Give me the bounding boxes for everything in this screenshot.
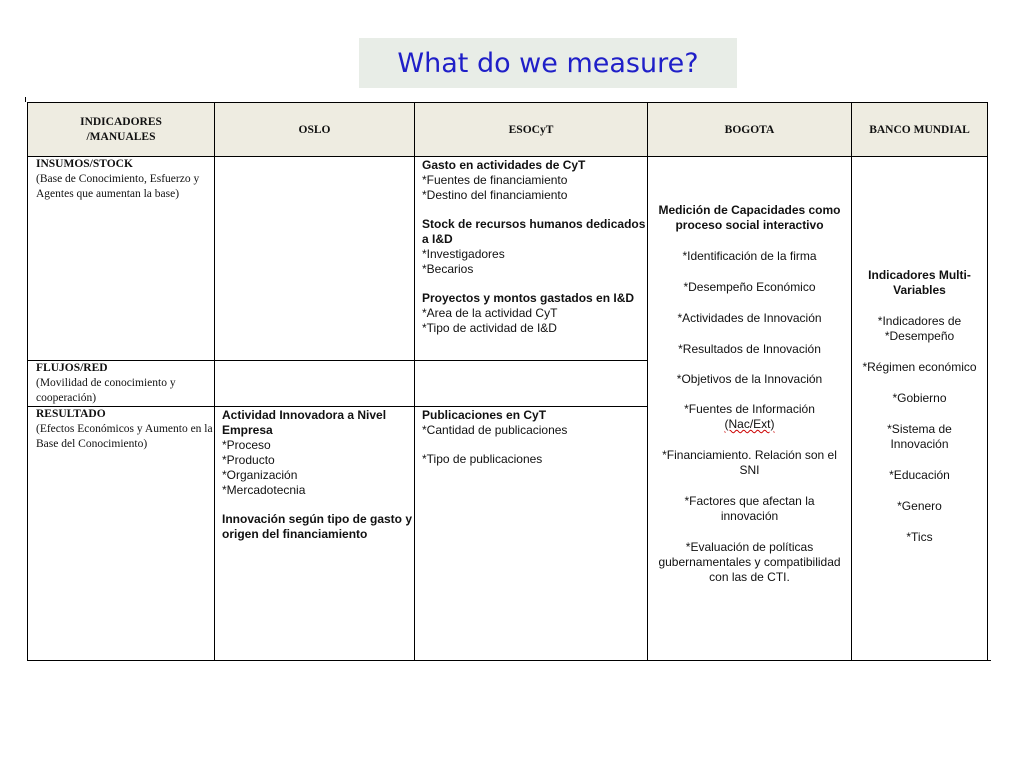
- bogota-item: *Resultados de Innovación: [678, 342, 821, 356]
- cell-esocyt-insumos: [415, 157, 648, 361]
- bogota-item: *Fuentes de Información: [684, 402, 815, 416]
- bogota-item: *Identificación de la firma: [682, 249, 817, 263]
- esocyt-gasto-title: Gasto en actividades de CyT: [422, 158, 586, 172]
- banco-item: *Genero: [897, 499, 942, 513]
- oslo-actividad-item: *Mercadotecnia: [222, 483, 306, 497]
- bogota-item: *Actividades de Innovación: [677, 311, 822, 325]
- flujos-title: FLUJOS/RED: [36, 362, 108, 374]
- resultado-desc: (Efectos Económicos y Aumento en la Base del Conocimiento): [36, 423, 213, 450]
- slide-title-box: [359, 38, 737, 88]
- esocyt-stock-title: Stock de recursos humanos dedicados a I&D: [422, 217, 646, 246]
- cell-oslo-insumos: [215, 157, 415, 361]
- insumos-title: INSUMOS/STOCK: [36, 158, 133, 170]
- oslo-actividad-item: *Organización: [222, 468, 298, 482]
- header-oslo: OSLO: [215, 103, 415, 157]
- header-banco-mundial: BANCO MUNDIAL: [852, 103, 988, 157]
- cell-flujos-label: [28, 361, 215, 407]
- row-insumos: [28, 157, 988, 361]
- header-bogota: BOGOTA: [648, 103, 852, 157]
- header-row: [28, 103, 988, 157]
- esocyt-publicaciones-title: Publicaciones en CyT: [422, 408, 547, 422]
- esocyt-proyectos-item: *Area de la actividad CyT: [422, 306, 558, 320]
- esocyt-publicaciones-item: *Cantidad de publicaciones: [422, 423, 568, 437]
- cell-esocyt-flujos: [415, 361, 648, 407]
- oslo-actividad-item: *Producto: [222, 453, 275, 467]
- slide-title: What do we measure?: [397, 47, 699, 79]
- oslo-innovacion-title: Innovación según tipo de gasto y origen del financiamiento: [222, 512, 413, 541]
- banco-item: *Educación: [889, 468, 950, 482]
- cell-esocyt-resultado: [415, 407, 648, 661]
- indicators-table: [27, 102, 988, 661]
- bogota-title: Medición de Capacidades como proceso social interactivo: [658, 203, 841, 232]
- cell-insumos-label: [28, 157, 215, 361]
- insumos-desc: (Base de Conocimiento, Esfuerzo y Agentes que aumentan la base): [36, 173, 200, 200]
- cell-banco-mundial: [852, 157, 988, 661]
- banco-item: *Régimen económico: [862, 360, 977, 374]
- header-indicadores: INDICADORES /MANUALES: [28, 103, 215, 157]
- cell-bogota: [648, 157, 852, 661]
- esocyt-gasto-item: *Fuentes de financiamiento: [422, 173, 568, 187]
- banco-item: *Gobierno: [892, 391, 947, 405]
- banco-item: *Tics: [906, 530, 933, 544]
- resultado-title: RESULTADO: [36, 408, 106, 420]
- corner-mark: [25, 97, 26, 102]
- bogota-item: *Objetivos de la Innovación: [676, 372, 823, 386]
- esocyt-stock-item: *Investigadores: [422, 247, 505, 261]
- cell-oslo-flujos: [215, 361, 415, 407]
- flujos-desc: (Movilidad de conocimiento y cooperación): [36, 377, 176, 404]
- oslo-actividad-title: Actividad Innovadora a Nivel Empresa: [222, 408, 387, 437]
- esocyt-proyectos-item: *Tipo de actividad de I&D: [422, 321, 557, 335]
- bogota-item: *Factores que afectan la innovación: [684, 494, 815, 523]
- bogota-item: *Financiamiento. Relación son el SNI: [662, 448, 837, 477]
- esocyt-publicaciones-item: *Tipo de publicaciones: [422, 452, 543, 466]
- esocyt-proyectos-title: Proyectos y montos gastados en I&D: [422, 291, 635, 305]
- bogota-item: *Desempeño Económico: [683, 280, 816, 294]
- cell-oslo-resultado: [215, 407, 415, 661]
- banco-item: *Sistema de Innovación: [887, 422, 952, 451]
- banco-item: *Indicadores de *Desempeño: [877, 314, 962, 343]
- esocyt-stock-item: *Becarios: [422, 262, 474, 276]
- bogota-item-sub: (Nac/Ext): [724, 417, 775, 431]
- banco-title: Indicadores Multi-Variables: [868, 268, 971, 297]
- bogota-item: *Evaluación de políticas gubernamentales y compatibilidad con las de CTI.: [658, 540, 841, 584]
- esocyt-gasto-item: *Destino del financiamiento: [422, 188, 568, 202]
- header-esocyt: ESOCyT: [415, 103, 648, 157]
- cell-resultado-label: [28, 407, 215, 661]
- oslo-actividad-item: *Proceso: [222, 438, 271, 452]
